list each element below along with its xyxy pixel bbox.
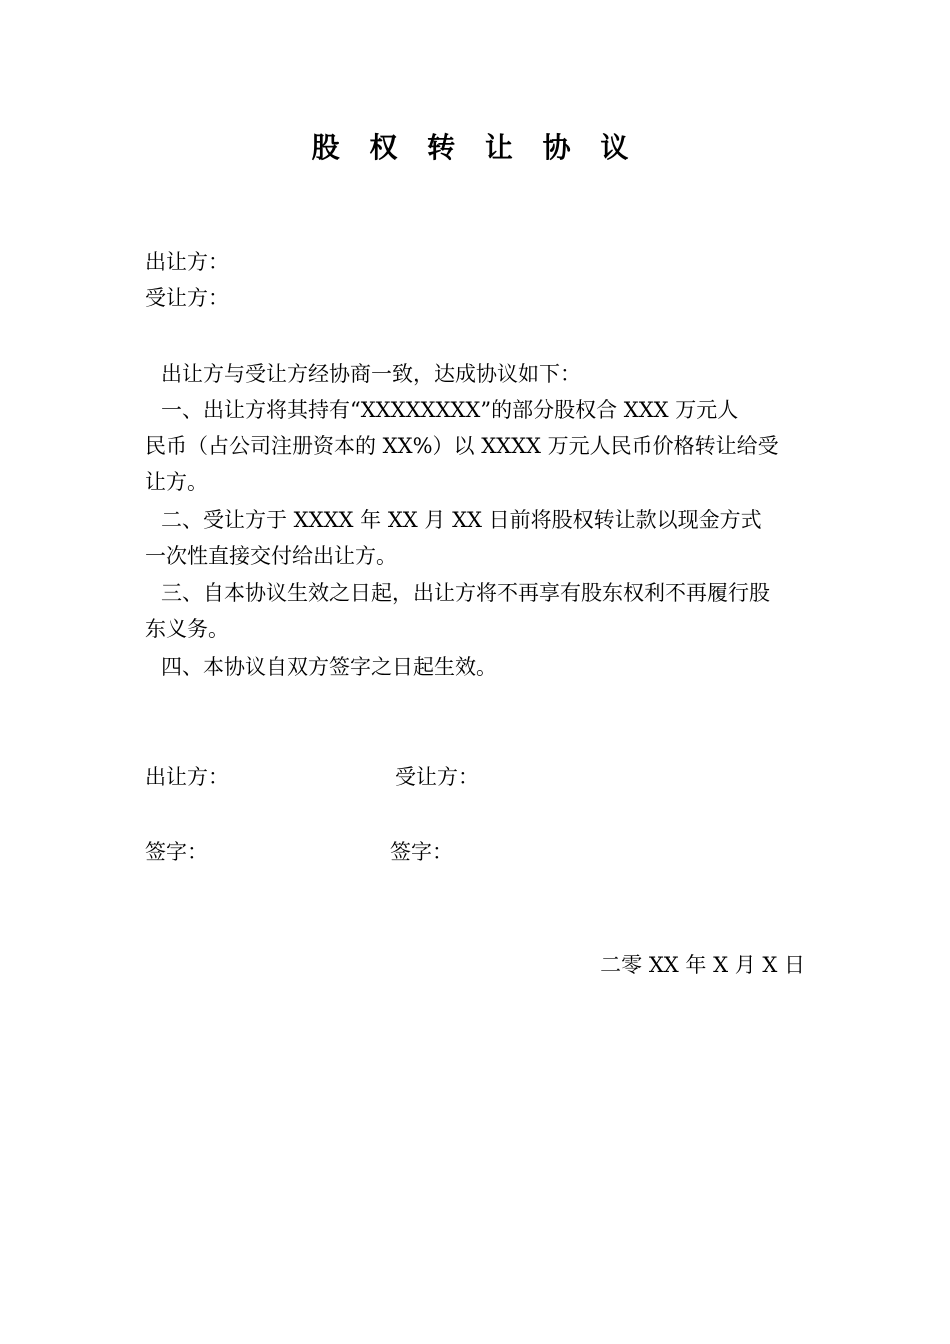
document-title: 股 权 转 让 协 议	[311, 131, 639, 164]
clause-2-line-1: 二、受让方于 XXXX 年 XX 月 XX 日前将股权转让款以现金方式	[161, 508, 762, 532]
clause-1-line-1: 一、出让方将其持有“XXXXXXXX”的部分股权合 XXX 万元人	[161, 398, 739, 422]
clause-1-line-2: 民币（占公司注册资本的 XX%）以 XXXX 万元人民币价格转让给受	[145, 434, 779, 458]
clause-4-line-1: 四、本协议自双方签字之日起生效。	[161, 655, 497, 679]
transferee-label: 受让方：	[145, 286, 229, 310]
sign-label-right: 签字：	[390, 840, 453, 864]
intro-text: 出让方与受让方经协商一致，达成协议如下：	[161, 362, 581, 386]
agreement-date: 二零 XX 年 X 月 X 日	[600, 953, 805, 977]
sign-label-left: 签字：	[145, 840, 208, 864]
clause-1-line-3: 让方。	[145, 470, 208, 494]
transferor-label: 出让方：	[145, 250, 229, 274]
signature-transferor-label: 出让方：	[145, 765, 229, 789]
signature-transferee-label: 受让方：	[395, 765, 479, 789]
clause-2-line-2: 一次性直接交付给出让方。	[145, 544, 397, 568]
clause-3-line-1: 三、自本协议生效之日起，出让方将不再享有股东权利不再履行股	[161, 581, 770, 605]
clause-3-line-2: 东义务。	[145, 617, 229, 641]
